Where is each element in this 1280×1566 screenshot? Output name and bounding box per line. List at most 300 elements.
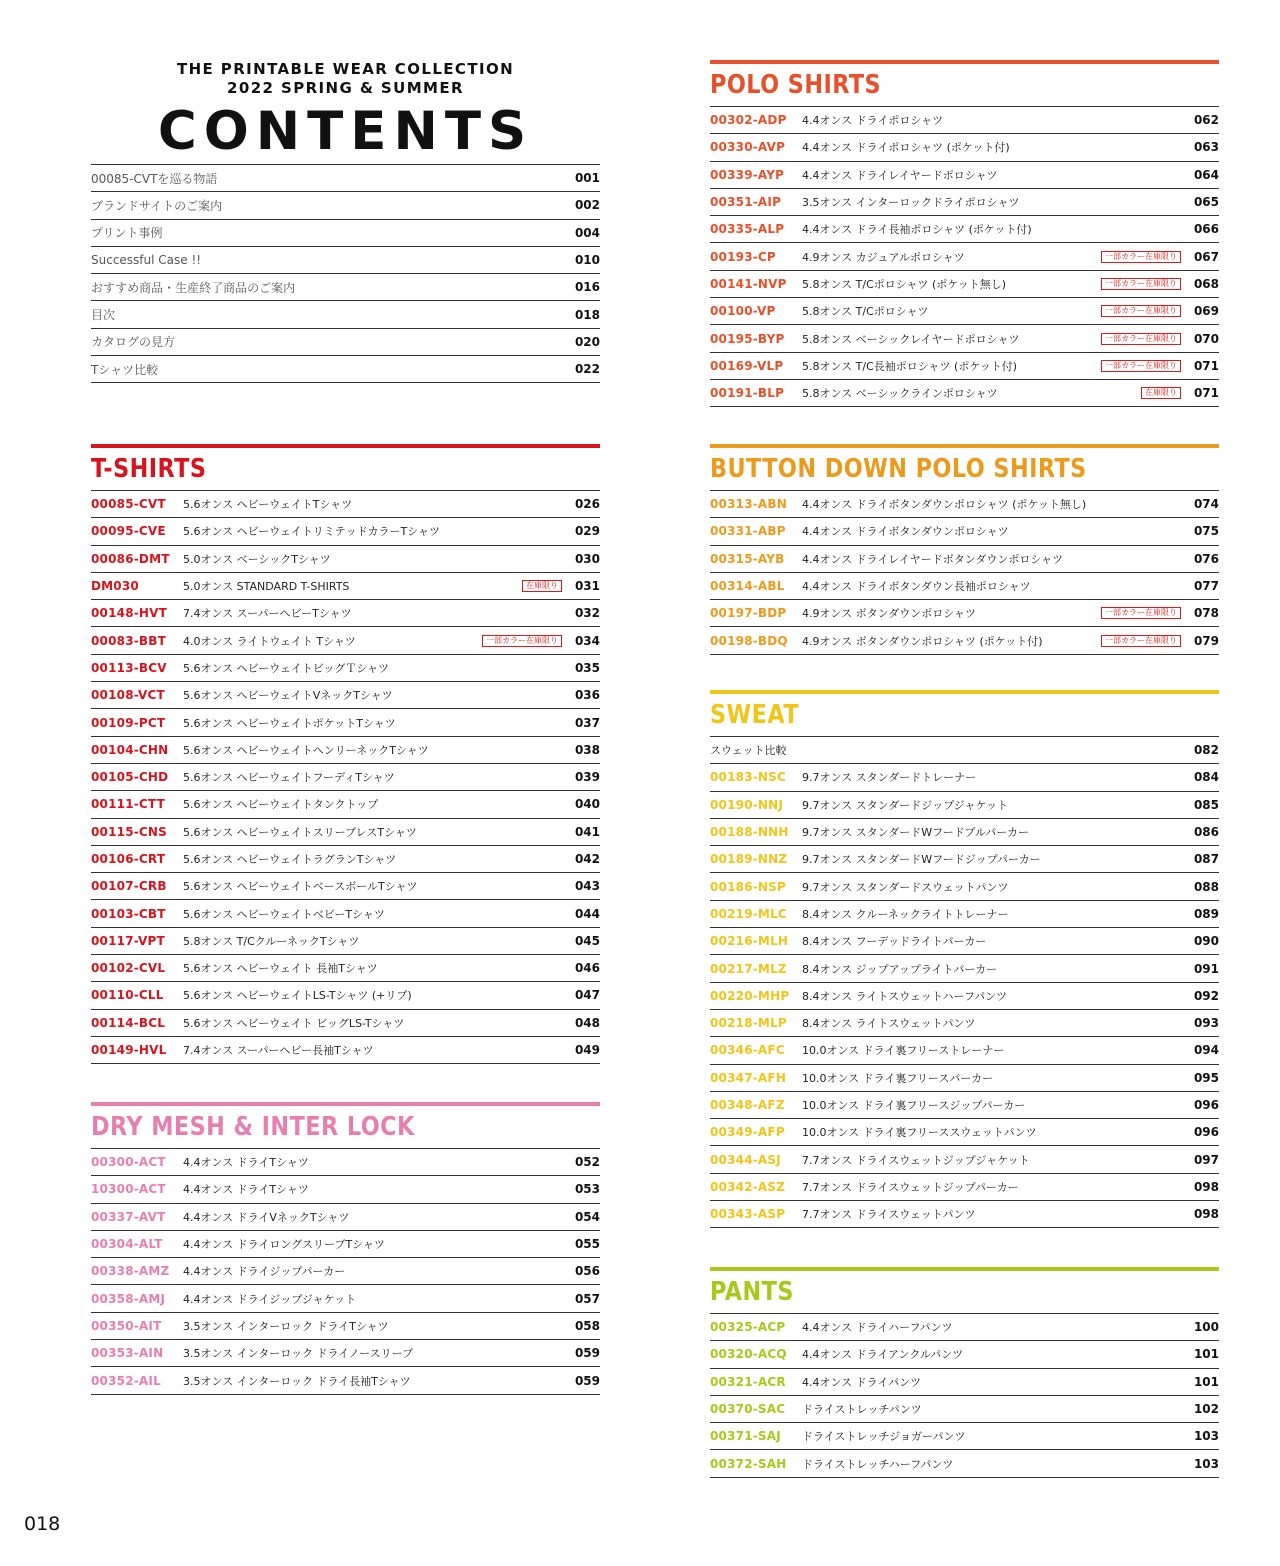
- intro-label: ブランドサイトのご案内: [91, 198, 223, 213]
- item-description: 5.6オンス ヘビーウェイトタンクトップ: [183, 798, 379, 812]
- page-number: 103: [1193, 1429, 1219, 1444]
- page-number: 038: [574, 742, 600, 757]
- item-code: 00217-MLZ: [710, 961, 787, 976]
- item-row[interactable]: [91, 655, 600, 682]
- item-row[interactable]: [91, 764, 600, 791]
- item-description: 4.4オンス ドライVネックTシャツ: [183, 1210, 350, 1224]
- page-number: 002: [574, 198, 600, 213]
- item-code: 00149-HVL: [91, 1043, 167, 1058]
- item-row[interactable]: [710, 573, 1219, 600]
- section-title: POLO SHIRTS: [710, 70, 882, 100]
- item-description: 8.4オンス ライトスウェットパンツ: [802, 1017, 976, 1031]
- item-description: 7.7オンス ドライスウェットジップジャケット: [802, 1153, 1030, 1167]
- item-description: 3.5オンス インターロック ドライノースリーブ: [183, 1347, 414, 1361]
- item-description: 10.0オンス ドライ裏フリーススウェットパンツ: [802, 1126, 1037, 1140]
- page-number: 064: [1193, 167, 1219, 182]
- page-number: 084: [1193, 770, 1219, 785]
- item-description: 8.4オンス クルーネックライトトレーナー: [802, 907, 1009, 921]
- intro-row[interactable]: [91, 192, 600, 219]
- item-row[interactable]: [710, 1396, 1219, 1423]
- page-number: 055: [574, 1237, 600, 1252]
- page-number: 056: [574, 1264, 600, 1279]
- page-number: 047: [574, 988, 600, 1003]
- item-code: 00195-BYP: [710, 331, 785, 346]
- item-code: 00330-AVP: [710, 140, 786, 155]
- item-code: 00218-MLP: [710, 1016, 787, 1031]
- item-code: 00108-VCT: [91, 688, 165, 703]
- page-number: 076: [1193, 551, 1219, 566]
- item-description: 4.4オンス ドライポロシャツ (ポケット付): [802, 141, 1010, 155]
- page-number: 032: [574, 606, 600, 621]
- item-row[interactable]: [710, 1341, 1219, 1368]
- page-number: 067: [1193, 249, 1219, 264]
- item-code: 00193-CP: [710, 249, 776, 264]
- item-code: 00342-ASZ: [710, 1179, 786, 1194]
- item-row[interactable]: [91, 873, 600, 900]
- item-row[interactable]: [91, 491, 600, 518]
- page-number: 058: [574, 1318, 600, 1333]
- item-description: 4.4オンス ドライボタンダウン長袖ポロシャツ: [802, 580, 1031, 594]
- page-number: 040: [574, 797, 600, 812]
- item-description: 9.7オンス スタンダードジップジャケット: [802, 798, 1009, 812]
- item-description: 5.8オンス T/CクルーネックTシャツ: [183, 934, 360, 948]
- item-code: 00346-AFC: [710, 1043, 785, 1058]
- page-number: 018: [24, 1513, 61, 1535]
- item-description: 9.7オンス スタンダードスウェットパンツ: [802, 880, 1009, 894]
- page-title: CONTENTS: [157, 101, 534, 162]
- page-number: 098: [1193, 1207, 1219, 1222]
- page-number: 091: [1193, 961, 1219, 976]
- item-row[interactable]: [91, 1176, 600, 1203]
- page-number: 082: [1193, 743, 1219, 758]
- item-description: 5.0オンス STANDARD T-SHIRTS: [183, 580, 350, 594]
- page-number: 101: [1193, 1374, 1219, 1389]
- item-row[interactable]: [710, 955, 1219, 982]
- item-code: 00370-SAC: [710, 1402, 786, 1417]
- intro-row[interactable]: [91, 165, 600, 192]
- page-number: 079: [1193, 633, 1219, 648]
- page-number: 065: [1193, 195, 1219, 210]
- item-description: 5.8オンス ベーシックレイヤードポロシャツ: [802, 332, 1020, 346]
- item-code: 00197-BDP: [710, 606, 787, 621]
- item-code: 00349-AFP: [710, 1125, 785, 1140]
- item-description: 9.7オンス スタンダードWフードジップパーカー: [802, 853, 1041, 867]
- item-row[interactable]: [91, 1149, 600, 1176]
- item-code: 00220-MHP: [710, 988, 790, 1003]
- section-title: DRY MESH & INTER LOCK: [91, 1112, 415, 1142]
- item-row[interactable]: [91, 1037, 600, 1064]
- item-row[interactable]: [710, 928, 1219, 955]
- item-code: 00353-AIN: [91, 1346, 164, 1361]
- item-code: 00186-NSP: [710, 879, 787, 894]
- item-row[interactable]: [710, 1369, 1219, 1396]
- item-row[interactable]: [710, 380, 1219, 407]
- page-number: 020: [574, 334, 600, 349]
- item-row[interactable]: [91, 1340, 600, 1367]
- intro-label: 00085-CVTを巡る物語: [91, 171, 218, 186]
- item-description: 5.8オンス T/Cポロシャツ: [802, 305, 929, 319]
- item-row[interactable]: [710, 764, 1219, 791]
- item-description: 5.6オンス ヘビーウェイトラグランTシャツ: [183, 853, 397, 866]
- item-row[interactable]: [710, 325, 1219, 352]
- item-description: 5.6オンス ヘビーウェイトリミテッドカラーTシャツ: [183, 525, 440, 539]
- page-number: 089: [1193, 906, 1219, 921]
- item-row[interactable]: [710, 1010, 1219, 1037]
- item-description: 3.5オンス インターロック ドライTシャツ: [183, 1319, 389, 1333]
- page-number: 043: [574, 879, 600, 894]
- item-code: 00117-VPT: [91, 933, 165, 948]
- item-code: 00111-CTT: [91, 797, 165, 812]
- item-row[interactable]: [710, 546, 1219, 573]
- item-row[interactable]: [91, 928, 600, 955]
- stock-limited-badge: 一部カラー在庫限り: [1101, 333, 1181, 345]
- item-row[interactable]: [710, 518, 1219, 545]
- item-code: 00337-AVT: [91, 1209, 166, 1224]
- item-code: 00320-ACQ: [710, 1347, 787, 1362]
- item-row[interactable]: [710, 901, 1219, 928]
- season-title: 2022 SPRING & SUMMER: [227, 79, 464, 97]
- page-number: 045: [574, 933, 600, 948]
- item-row[interactable]: [91, 546, 600, 573]
- item-code: 00114-BCL: [91, 1015, 166, 1030]
- item-code: 00189-NNZ: [710, 852, 788, 867]
- page-number: 016: [574, 280, 600, 295]
- page-number: 039: [574, 770, 600, 785]
- item-description: 4.4オンス ドライボタンダウンポロシャツ: [802, 525, 1009, 539]
- item-code: 00348-AFZ: [710, 1098, 785, 1112]
- item-row[interactable]: [710, 134, 1219, 161]
- item-row[interactable]: [710, 1314, 1219, 1341]
- item-row[interactable]: [91, 1367, 600, 1394]
- item-description: 4.4オンス ドライボタンダウンポロシャツ (ポケット無し): [802, 498, 1087, 512]
- section-title: PANTS: [710, 1277, 794, 1307]
- stock-limited-badge: 一部カラー在庫限り: [482, 635, 562, 647]
- item-description: 4.9オンス カジュアルポロシャツ: [802, 250, 965, 264]
- item-row[interactable]: [91, 1010, 600, 1037]
- item-code: 00148-HVT: [91, 606, 168, 621]
- item-row[interactable]: [710, 1146, 1219, 1173]
- item-code: 00104-CHN: [91, 742, 169, 757]
- item-list: [710, 106, 1219, 407]
- item-description: 7.4オンス スーパーヘビー長袖Tシャツ: [183, 1044, 374, 1058]
- page-number: 022: [574, 362, 600, 377]
- page-number: 054: [574, 1209, 600, 1224]
- item-description: 5.6オンス ヘビーウェイトTシャツ: [183, 498, 353, 512]
- item-list: [91, 1148, 600, 1395]
- item-row[interactable]: [710, 792, 1219, 819]
- item-code: 00325-ACP: [710, 1320, 786, 1335]
- item-row[interactable]: [710, 353, 1219, 380]
- item-description: 5.6オンス ヘビーウェイトスリーブレスTシャツ: [183, 825, 417, 839]
- item-description: 10.0オンス ドライ裏フリースジップパーカー: [802, 1099, 1026, 1112]
- item-code: 00315-AYB: [710, 551, 785, 566]
- item-description: 5.6オンス ヘビーウェイトフーディTシャツ: [183, 771, 395, 785]
- item-code: 00344-ASJ: [710, 1152, 781, 1167]
- item-description: 3.5オンス インターロック ドライ長袖Tシャツ: [183, 1374, 411, 1388]
- item-description: 5.6オンス ヘビーウェイトポケットTシャツ: [183, 716, 396, 730]
- item-row[interactable]: [91, 1231, 600, 1258]
- item-row[interactable]: [710, 1092, 1219, 1119]
- intro-label: Tシャツ比較: [91, 362, 159, 377]
- intro-row[interactable]: [91, 220, 600, 247]
- item-code: 00109-PCT: [91, 715, 166, 730]
- item-row[interactable]: [710, 1174, 1219, 1201]
- page-number: 069: [1193, 304, 1219, 319]
- item-description: 5.6オンス ヘビーウェイトベビーTシャツ: [183, 907, 385, 921]
- item-row[interactable]: [710, 1450, 1219, 1477]
- item-row[interactable]: [710, 107, 1219, 134]
- item-code: 00343-ASP: [710, 1207, 786, 1222]
- intro-label: Successful Case !!: [91, 253, 202, 268]
- item-row[interactable]: [91, 982, 600, 1009]
- item-description: ドライストレッチパンツ: [802, 1403, 922, 1417]
- item-code: 00216-MLH: [710, 934, 789, 949]
- section-dry-mesh: [91, 1102, 600, 1395]
- item-row[interactable]: [91, 900, 600, 927]
- item-description: 4.9オンス ボタンダウンポロシャツ (ポケット付): [802, 634, 1043, 648]
- item-row[interactable]: [710, 737, 1219, 764]
- item-row[interactable]: [91, 709, 600, 736]
- item-row[interactable]: [91, 955, 600, 982]
- item-description: 10.0オンス ドライ裏フリーストレーナー: [802, 1044, 1005, 1058]
- item-row[interactable]: [91, 1313, 600, 1340]
- item-code: 00372-SAH: [710, 1456, 787, 1471]
- item-code: 00304-ALT: [91, 1237, 163, 1252]
- item-description: 4.4オンス ドライジップジャケット: [183, 1292, 357, 1306]
- item-description: 9.7オンス スタンダードWフードプルパーカー: [802, 826, 1030, 840]
- item-list: [710, 490, 1219, 655]
- page-number: 096: [1193, 1098, 1219, 1112]
- item-description: 5.6オンス ヘビーウェイトVネックTシャツ: [183, 689, 393, 703]
- item-code: 00102-CVL: [91, 961, 166, 976]
- collection-title: THE PRINTABLE WEAR COLLECTION: [176, 60, 515, 78]
- item-row[interactable]: [710, 1065, 1219, 1092]
- stock-limited-badge: 一部カラー在庫限り: [1101, 607, 1181, 619]
- item-code: 00141-NVP: [710, 276, 787, 291]
- page-number: 001: [574, 171, 600, 186]
- item-row[interactable]: [710, 271, 1219, 298]
- item-description: ドライストレッチジョガーパンツ: [802, 1430, 966, 1444]
- item-code: 00106-CRT: [91, 852, 166, 866]
- item-code: 00107-CRB: [91, 879, 167, 894]
- page-number: 059: [574, 1373, 600, 1388]
- item-code: 00113-BCV: [91, 660, 167, 675]
- item-code: 00103-CBT: [91, 906, 166, 921]
- item-row[interactable]: [91, 682, 600, 709]
- intro-label: 目次: [91, 308, 116, 323]
- page-number: 088: [1193, 879, 1219, 894]
- item-row[interactable]: [710, 243, 1219, 270]
- item-row[interactable]: [91, 846, 600, 873]
- item-code: 00351-AIP: [710, 195, 782, 210]
- intro-row[interactable]: [91, 301, 600, 328]
- item-code: 00085-CVT: [91, 497, 166, 512]
- contents-header: [91, 60, 600, 160]
- item-row[interactable]: [710, 846, 1219, 873]
- item-row[interactable]: [91, 1285, 600, 1312]
- item-code: 00198-BDQ: [710, 633, 788, 648]
- page-number: 057: [574, 1291, 600, 1306]
- item-description: 8.4オンス ライトスウェットハーフパンツ: [802, 989, 1008, 1003]
- item-row[interactable]: [710, 298, 1219, 325]
- item-description: 5.0オンス ベーシックTシャツ: [183, 552, 331, 566]
- item-description: 4.4オンス ドライレイヤードポロシャツ: [802, 168, 998, 182]
- item-description: 5.8オンス T/C長袖ポロシャツ (ポケット付): [802, 359, 1018, 373]
- item-code: 00110-CLL: [91, 988, 164, 1003]
- stock-limited-badge: 一部カラー在庫限り: [1101, 251, 1181, 263]
- section-title: T-SHIRTS: [91, 454, 207, 484]
- page-number: 087: [1193, 852, 1219, 867]
- item-row[interactable]: [91, 791, 600, 818]
- item-description: 5.6オンス ヘビーウェイト ビッグLS-Tシャツ: [183, 1016, 405, 1030]
- item-list: [710, 1313, 1219, 1478]
- item-description: 5.8オンス T/Cポロシャツ (ポケット無し): [802, 277, 1007, 291]
- item-row[interactable]: [91, 573, 600, 600]
- item-list: [91, 490, 600, 1064]
- page-number: 053: [574, 1182, 600, 1197]
- item-description: 7.7オンス ドライスウェットジップパーカー: [802, 1180, 1019, 1194]
- item-description: 3.5オンス インターロックドライポロシャツ: [802, 196, 1020, 210]
- item-code: 00100-VP: [710, 304, 776, 319]
- item-row[interactable]: [710, 600, 1219, 627]
- intro-label: カタログの見方: [91, 335, 176, 350]
- item-description: 5.6オンス ヘビーウェイトLS-Tシャツ (+リブ): [183, 989, 412, 1003]
- item-row[interactable]: [710, 1423, 1219, 1450]
- item-description: スウェット比較: [710, 744, 787, 758]
- section-title: BUTTON DOWN POLO SHIRTS: [710, 454, 1087, 484]
- item-row[interactable]: [710, 1119, 1219, 1146]
- page-number: 075: [1193, 524, 1219, 539]
- item-description: 4.4オンス ドライハーフパンツ: [802, 1321, 953, 1335]
- intro-list: [91, 164, 600, 383]
- item-description: 4.4オンス ドライポロシャツ: [802, 114, 944, 128]
- item-description: ドライストレッチハーフパンツ: [802, 1457, 954, 1471]
- item-code: 00331-ABP: [710, 524, 786, 539]
- page-number: 068: [1193, 276, 1219, 291]
- stock-limited-badge: 在庫限り: [1141, 387, 1181, 399]
- item-code: 00095-CVE: [91, 524, 166, 539]
- item-code: 00321-ACR: [710, 1374, 786, 1389]
- item-description: 5.6オンス ヘビーウェイトベースボールTシャツ: [183, 880, 418, 894]
- item-row[interactable]: [710, 627, 1219, 654]
- section-polo: [710, 60, 1219, 407]
- item-row[interactable]: [91, 518, 600, 545]
- item-code: 00371-SAJ: [710, 1429, 781, 1444]
- page-number: 044: [574, 906, 600, 921]
- page-number: 037: [574, 715, 600, 730]
- page-number: 100: [1193, 1320, 1219, 1335]
- item-code: 00302-ADP: [710, 113, 787, 128]
- item-list: [710, 736, 1219, 1228]
- stock-limited-badge: 在庫限り: [522, 580, 562, 592]
- page-number: 071: [1193, 386, 1219, 401]
- page-number: 004: [574, 225, 600, 240]
- intro-row[interactable]: [91, 247, 600, 274]
- item-description: 4.4オンス ドライ長袖ポロシャツ (ポケット付): [802, 223, 1032, 237]
- page-number: 042: [574, 852, 600, 866]
- item-description: 8.4オンス フーデッドライトパーカー: [802, 935, 987, 949]
- page-number: 031: [574, 579, 600, 594]
- page-number: 071: [1193, 358, 1219, 373]
- intro-label: プリント事例: [91, 226, 163, 241]
- stock-limited-badge: 一部カラー在庫限り: [1101, 635, 1181, 647]
- page-number: 094: [1193, 1043, 1219, 1058]
- page-number: 048: [574, 1015, 600, 1030]
- item-description: 8.4オンス ジップアップライトパーカー: [802, 962, 998, 976]
- page-number: 018: [574, 307, 600, 322]
- intro-row[interactable]: [91, 329, 600, 356]
- page-number: 097: [1193, 1152, 1219, 1167]
- item-code: 00347-AFH: [710, 1070, 787, 1085]
- item-description: 4.4オンス ドライジップパーカー: [183, 1265, 346, 1279]
- page-number: 034: [574, 633, 600, 648]
- item-code: 00314-ABL: [710, 579, 785, 594]
- page-number: 030: [574, 551, 600, 566]
- item-code: DM030: [91, 579, 139, 594]
- item-code: 00190-NNJ: [710, 797, 784, 812]
- item-description: 4.4オンス ドライアンクルパンツ: [802, 1348, 964, 1362]
- item-code: 00313-ABN: [710, 497, 788, 512]
- item-row[interactable]: [91, 1258, 600, 1285]
- page-number: 063: [1193, 140, 1219, 155]
- page-number: 096: [1193, 1125, 1219, 1140]
- item-row[interactable]: [91, 1204, 600, 1231]
- item-row[interactable]: [710, 189, 1219, 216]
- page-number: 062: [1193, 113, 1219, 128]
- item-row[interactable]: [710, 1037, 1219, 1064]
- item-description: 4.9オンス ボタンダウンポロシャツ: [802, 607, 976, 621]
- stock-limited-badge: 一部カラー在庫限り: [1101, 360, 1181, 372]
- item-row[interactable]: [91, 600, 600, 627]
- item-description: 4.4オンス ドライロングスリーブTシャツ: [183, 1238, 385, 1252]
- item-row[interactable]: [710, 1201, 1219, 1228]
- item-row[interactable]: [91, 737, 600, 764]
- page-number: 093: [1193, 1016, 1219, 1031]
- item-row[interactable]: [91, 627, 600, 654]
- page-number: 101: [1193, 1347, 1219, 1362]
- item-row[interactable]: [710, 162, 1219, 189]
- page-number: 036: [574, 688, 600, 703]
- section-pants: [710, 1267, 1219, 1478]
- page-number: 046: [574, 961, 600, 976]
- page-number: 098: [1193, 1179, 1219, 1194]
- item-code: 00352-AIL: [91, 1373, 161, 1388]
- item-row[interactable]: [710, 491, 1219, 518]
- page-number: 035: [574, 660, 600, 675]
- item-row[interactable]: [710, 873, 1219, 900]
- page-number: 041: [574, 824, 600, 839]
- intro-row[interactable]: [91, 356, 600, 383]
- item-description: 5.8オンス ベーシックラインポロシャツ: [802, 387, 998, 401]
- item-code: 00358-AMJ: [91, 1291, 166, 1306]
- page-number: 052: [574, 1155, 600, 1170]
- item-row[interactable]: [710, 216, 1219, 243]
- item-description: 7.4オンス スーパーヘビーTシャツ: [183, 607, 352, 621]
- page-number: 078: [1193, 606, 1219, 621]
- page-number: 103: [1193, 1456, 1219, 1471]
- intro-row[interactable]: [91, 274, 600, 301]
- section-t-shirts: [91, 444, 600, 1064]
- item-row[interactable]: [710, 819, 1219, 846]
- page-number: 085: [1193, 797, 1219, 812]
- item-row[interactable]: [710, 983, 1219, 1010]
- page-number: 029: [574, 524, 600, 539]
- item-code: 00115-CNS: [91, 824, 168, 839]
- item-row[interactable]: [91, 819, 600, 846]
- item-description: 5.6オンス ヘビーウェイトビッグＴシャツ: [183, 661, 390, 675]
- page-number: 049: [574, 1043, 600, 1058]
- section-button-down: [710, 444, 1219, 655]
